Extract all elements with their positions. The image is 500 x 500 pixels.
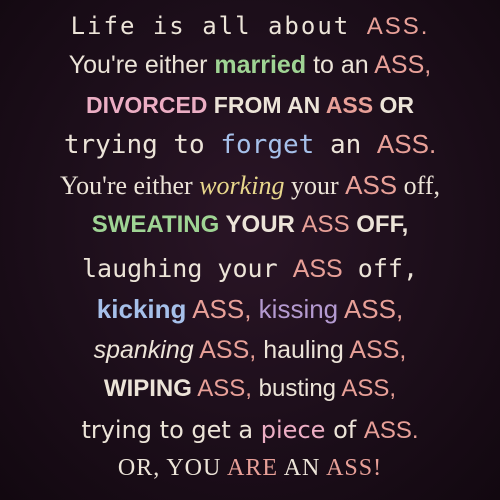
line-11-text: trying to get a — [81, 416, 254, 444]
ass-word: ASS — [325, 92, 374, 118]
line-12 — [0, 456, 500, 480]
line-6 — [0, 213, 500, 237]
line-5-text-c: off, — [403, 171, 441, 200]
an-word: AN — [283, 455, 321, 481]
line-7-text: laughing your — [81, 254, 278, 283]
line-8 — [0, 296, 500, 322]
ass-word: ASS — [301, 211, 350, 238]
line-2 — [0, 53, 500, 78]
ass-word: ASS. — [363, 417, 419, 444]
line-4 — [0, 131, 500, 158]
line-9 — [0, 338, 500, 363]
are-word: ARE — [227, 455, 279, 481]
divorced-word: DIVORCED — [86, 92, 208, 118]
piece-word: piece — [260, 416, 326, 444]
busting-word: busting — [258, 375, 337, 402]
line-3-text: FROM AN — [213, 92, 321, 118]
line-5 — [0, 172, 500, 199]
line-10 — [0, 377, 500, 401]
married-word: married — [214, 51, 307, 79]
ass-word: ASS. — [366, 13, 430, 40]
spanking-word: spanking — [93, 336, 194, 364]
line-7-text-b: off, — [357, 254, 419, 283]
ass-word: ASS, — [341, 375, 397, 402]
ass-word: ASS, — [349, 336, 407, 364]
line-1 — [0, 14, 500, 39]
ass-word: ASS, — [343, 294, 404, 324]
ass-word: ASS — [345, 170, 398, 200]
line-3-text-b: OR — [379, 92, 414, 118]
ass-word: ASS — [292, 255, 343, 283]
line-5-text: You're either — [59, 171, 193, 200]
hauling-word: hauling — [263, 336, 344, 364]
line-4-text-b: an — [329, 130, 362, 160]
ass-word: ASS, — [197, 375, 252, 402]
kissing-word: kissing — [258, 294, 339, 324]
working-word: working — [199, 171, 285, 200]
line-11-text-b: of — [333, 416, 357, 444]
ass-word: ASS. — [376, 129, 437, 159]
line-2-text-b: to an — [313, 51, 369, 79]
you-word: YOU — [166, 455, 222, 481]
wiping-word: WIPING — [103, 375, 192, 402]
forget-word: forget — [220, 130, 315, 160]
kicking-word: kicking — [96, 294, 187, 324]
or-word: OR, — [117, 455, 161, 481]
line-2-text: You're either — [68, 51, 208, 79]
ass-word: ASS, — [192, 294, 252, 324]
line-4-text: trying to — [63, 130, 205, 160]
line-7 — [0, 256, 500, 282]
sweating-word: SWEATING — [91, 211, 220, 238]
line-1-text: Life is all about — [70, 12, 351, 40]
ass-word: ASS, — [199, 336, 257, 364]
ass-word: ASS, — [374, 51, 432, 79]
ass-word: ASS! — [326, 455, 383, 481]
line-3 — [0, 94, 500, 117]
line-5-text-b: your — [290, 171, 339, 200]
line-11 — [0, 418, 500, 443]
line-6-text: YOUR — [225, 211, 295, 238]
line-6-text-b: OFF, — [356, 211, 409, 238]
